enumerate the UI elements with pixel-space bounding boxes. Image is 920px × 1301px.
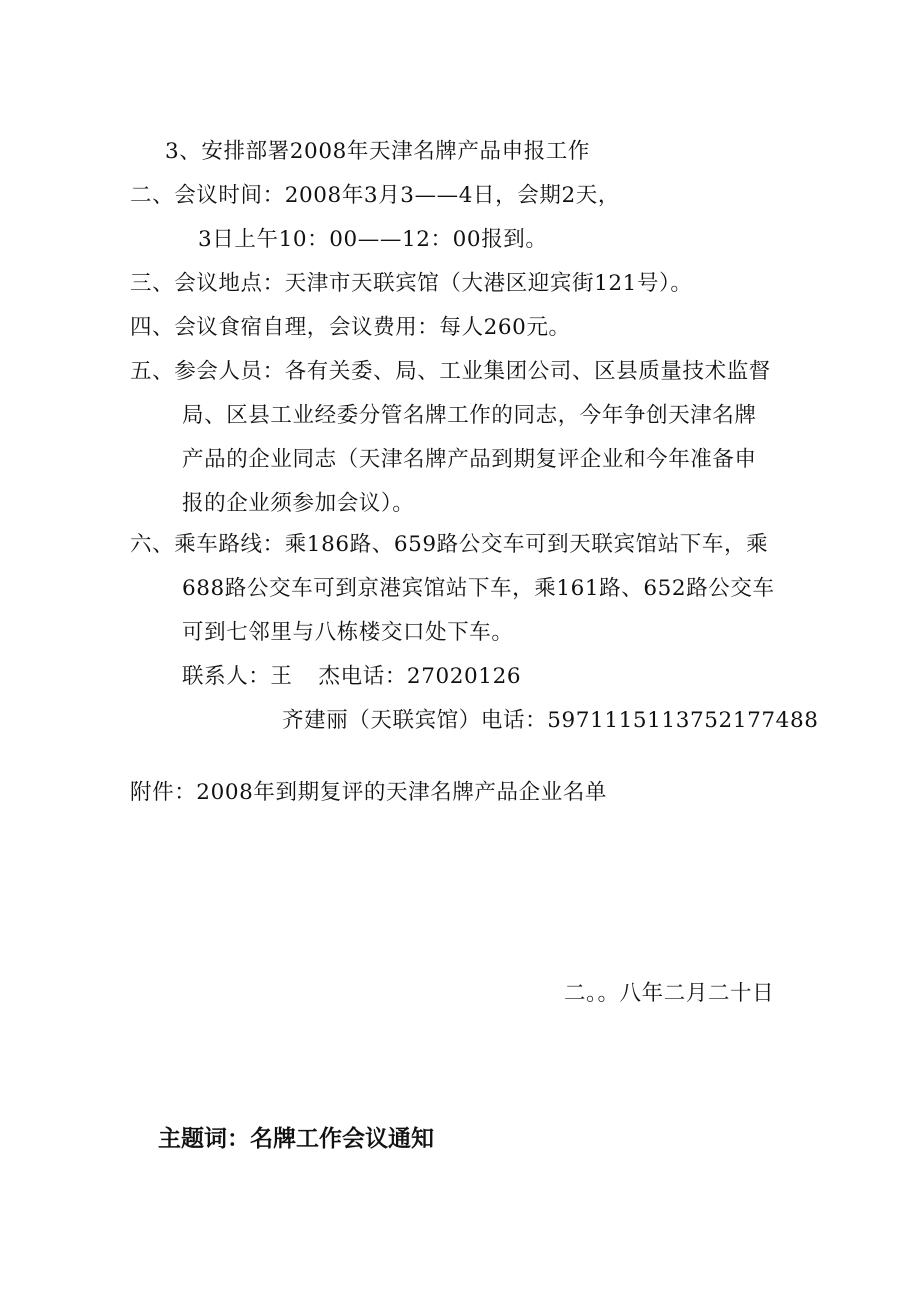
- meeting-fee-line: 四、会议食宿自理，会议费用：每人260元。: [130, 315, 571, 340]
- subject-keywords: 主题词：名牌工作会议通知: [158, 1126, 434, 1152]
- meeting-location-line: 三、会议地点：天津市天联宾馆（大港区迎宾街121号）。: [130, 271, 693, 296]
- attachment-line: 附件：2008年到期复评的天津名牌产品企业名单: [130, 780, 608, 805]
- attendees-line-1: 五、参会人员：各有关委、局、工业集团公司、区县质量技术监督: [130, 359, 771, 384]
- attendees-line-2: 局、区县工业经委分管名牌工作的同志，今年争创天津名牌: [182, 403, 757, 428]
- bus-route-line-3: 可到七邻里与八栋楼交口处下车。: [182, 620, 514, 645]
- contact-phone-1: 杰电话：27020126: [318, 664, 522, 689]
- contact-line-2: 齐建丽（天联宾馆）电话：5971115113752177488: [282, 708, 819, 733]
- contact-line-1: [182, 666, 521, 688]
- meeting-time-line: 二、会议时间：2008年3月3——4日，会期2天，: [130, 183, 620, 208]
- bus-route-line-2: 688路公交车可到京港宾馆站下车，乘161路、652路公交车: [182, 576, 775, 601]
- attendees-line-4: 报的企业须参加会议）。: [182, 491, 415, 516]
- registration-time-line: 3日上午10：00——12：00报到。: [198, 227, 548, 252]
- contact-label: 联系人：王: [182, 664, 293, 689]
- attendees-line-3: 产品的企业同志（天津名牌产品到期复评企业和今年准备申: [182, 447, 757, 472]
- agenda-item-3: 3、安排部署2008年天津名牌产品申报工作: [165, 139, 590, 164]
- issue-date: 二。。八年二月二十日: [564, 981, 775, 1006]
- bus-route-line-1: 六、乘车路线：乘186路、659路公交车可到天联宾馆站下车，乘: [130, 532, 769, 557]
